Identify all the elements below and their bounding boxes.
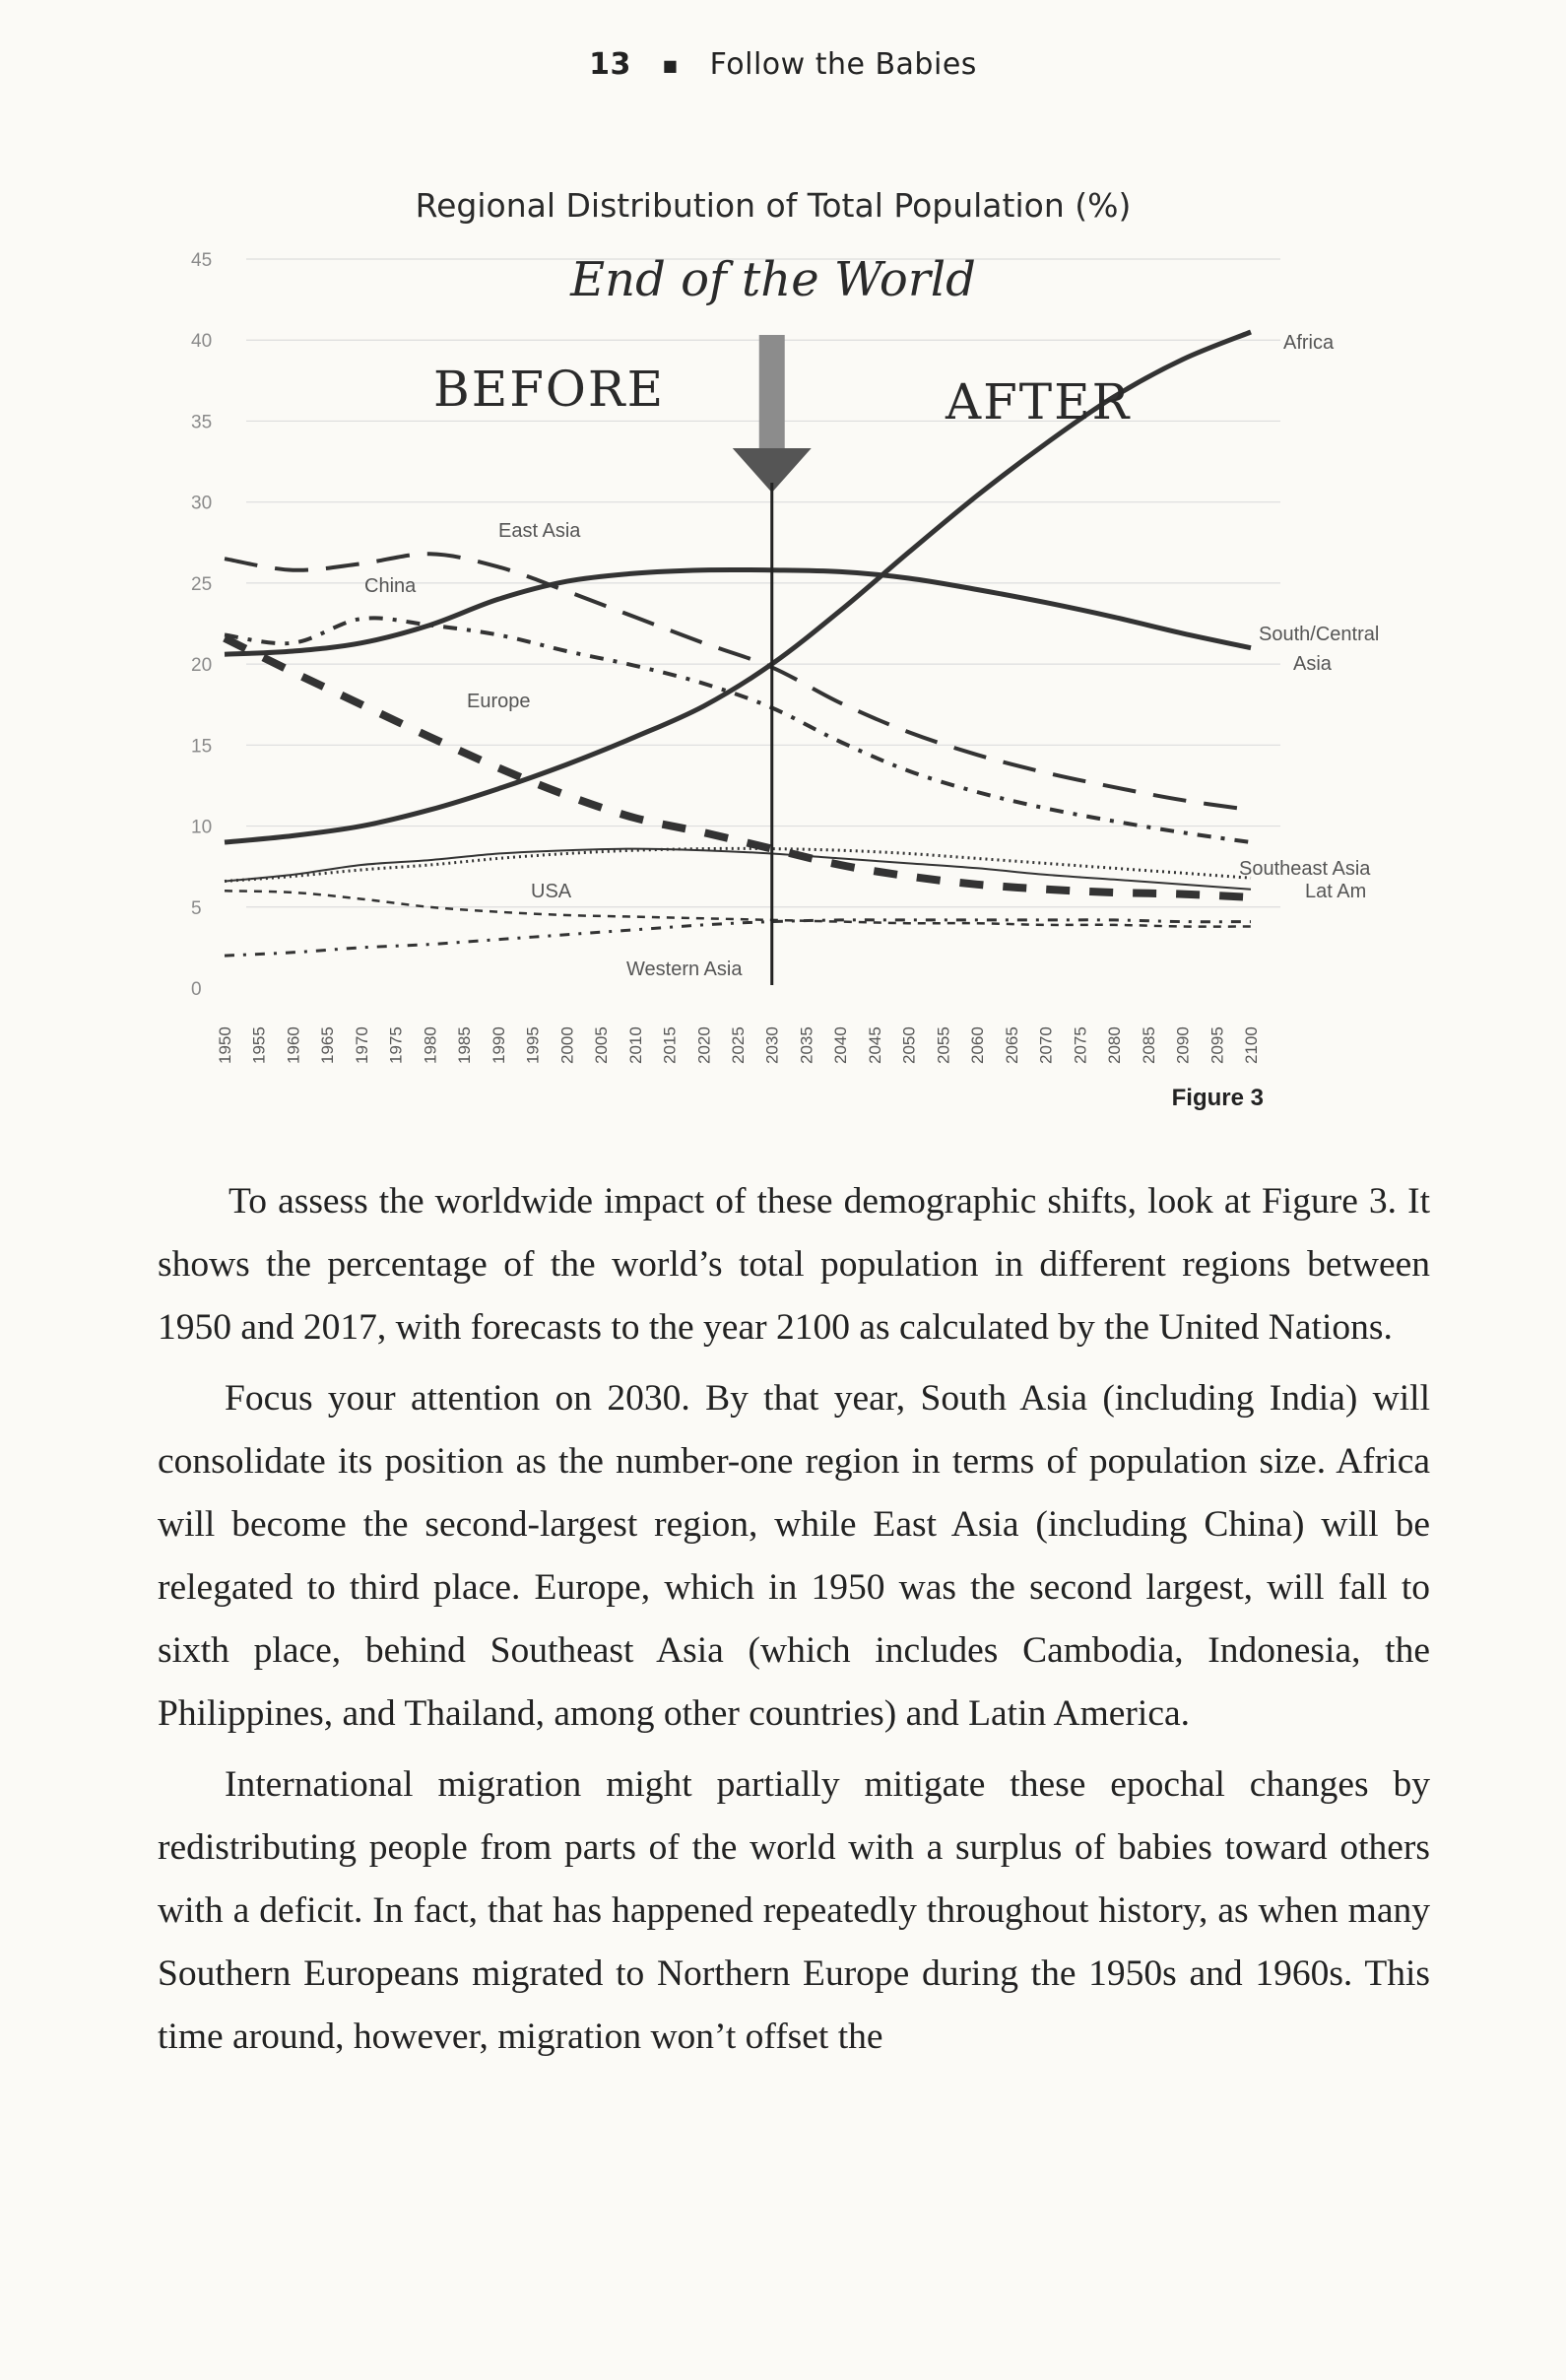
series-label-southeast-asia: Southeast Asia bbox=[1239, 858, 1371, 880]
running-title: Follow the Babies bbox=[709, 47, 977, 82]
arrow-shaft bbox=[759, 335, 785, 448]
x-tick-label: 2040 bbox=[831, 1026, 851, 1064]
chart-title: Regional Distribution of Total Population (%) bbox=[415, 186, 1132, 225]
x-tick-label: 2090 bbox=[1173, 1026, 1193, 1064]
series-label-china: China bbox=[364, 575, 417, 597]
x-axis-ticks bbox=[216, 1026, 1261, 1064]
x-tick-label: 2085 bbox=[1139, 1026, 1158, 1064]
y-axis-ticks bbox=[191, 250, 212, 1000]
figure-3-chart bbox=[0, 0, 1566, 1143]
y-tick-label: 5 bbox=[191, 897, 202, 919]
x-tick-label: 1965 bbox=[318, 1026, 338, 1064]
y-tick-label: 15 bbox=[191, 736, 213, 758]
x-tick-label: 1975 bbox=[386, 1026, 406, 1064]
handwritten-title: End of the World bbox=[570, 252, 976, 307]
series-line-usa bbox=[225, 891, 1251, 926]
x-tick-label: 2000 bbox=[557, 1026, 577, 1064]
series-label-western-asia: Western Asia bbox=[626, 959, 743, 980]
after-label: AFTER bbox=[946, 373, 1132, 430]
series-label-south-central-asia: South/Central Asia bbox=[1259, 624, 1380, 675]
y-tick-label: 45 bbox=[191, 250, 213, 271]
x-tick-label: 1995 bbox=[523, 1026, 543, 1064]
x-tick-label: 1990 bbox=[489, 1026, 508, 1064]
x-tick-label: 2030 bbox=[762, 1026, 782, 1064]
y-tick-label: 0 bbox=[191, 979, 202, 1000]
x-tick-label: 2020 bbox=[694, 1026, 714, 1064]
before-label: BEFORE bbox=[433, 361, 666, 418]
y-tick-label: 20 bbox=[191, 655, 213, 677]
x-tick-label: 2060 bbox=[968, 1026, 988, 1064]
x-tick-label: 2065 bbox=[1002, 1026, 1021, 1064]
series-label-east-asia: East Asia bbox=[498, 520, 581, 542]
series-line-europe bbox=[225, 638, 1251, 897]
x-tick-label: 2050 bbox=[899, 1026, 919, 1064]
series-label-africa: Africa bbox=[1283, 332, 1335, 354]
series-label-europe: Europe bbox=[467, 691, 531, 712]
paragraph-2: Focus your attention on 2030. By that year, South Asia (including India) will consolidate its position as the number-one region in terms of population size. Africa will become the second-largest region, while East Asia (including China) will be relegated to third place. Europe, which in 1950 was the second largest, will fall to sixth place, behind Southeast Asia (which includes Cambodia, Indonesia, the Philippines, and Thailand, among other countries) and Latin America. bbox=[158, 1378, 1430, 1734]
y-tick-label: 35 bbox=[191, 412, 213, 433]
y-tick-label: 25 bbox=[191, 573, 213, 595]
x-tick-label: 2025 bbox=[729, 1026, 748, 1064]
x-tick-label: 2070 bbox=[1036, 1026, 1056, 1064]
x-tick-label: 2100 bbox=[1242, 1026, 1261, 1064]
series-line-china bbox=[225, 618, 1251, 842]
y-tick-label: 30 bbox=[191, 493, 213, 514]
x-tick-label: 2015 bbox=[660, 1026, 680, 1064]
paragraph-1: To assess the worldwide impact of these demographic shifts, look at Figure 3. It shows the percentage of the world’s total population in different regions between 1950 and 2017, with forecasts to the year 2100 as calculated by the United Nations. bbox=[158, 1181, 1430, 1348]
figure-caption: Figure 3 bbox=[1171, 1085, 1264, 1111]
series-line-southeast-asia bbox=[225, 848, 1251, 881]
x-tick-label: 1970 bbox=[352, 1026, 371, 1064]
x-tick-label: 2010 bbox=[625, 1026, 645, 1064]
paragraph-3: International migration might partially mitigate these epochal changes by redistributing people from parts of the world with a surplus of babies toward others with a deficit. In fact, that has happened repeatedly throughout history, as when many Southern Europeans migrated to Northern Europe during the 1950s and 1960s. This time around, however, migration won’t offset the bbox=[158, 1764, 1430, 2057]
y-tick-label: 10 bbox=[191, 817, 213, 838]
x-tick-label: 1985 bbox=[455, 1026, 475, 1064]
series-labels bbox=[364, 332, 1379, 980]
x-tick-label: 2035 bbox=[797, 1026, 816, 1064]
separator-glyph: ■ bbox=[662, 56, 679, 75]
x-tick-label: 2045 bbox=[865, 1026, 884, 1064]
x-tick-label: 1980 bbox=[421, 1026, 440, 1064]
x-tick-label: 2005 bbox=[592, 1026, 612, 1064]
y-tick-label: 40 bbox=[191, 331, 213, 353]
series-label-usa: USA bbox=[531, 881, 572, 902]
body-text bbox=[158, 1170, 1430, 2069]
series-label-lat-am: Lat Am bbox=[1305, 881, 1367, 902]
x-tick-label: 1960 bbox=[284, 1026, 303, 1064]
divider-2030 bbox=[733, 335, 812, 985]
x-tick-label: 1955 bbox=[249, 1026, 269, 1064]
x-tick-label: 2075 bbox=[1071, 1026, 1090, 1064]
x-tick-label: 1950 bbox=[216, 1026, 234, 1064]
x-tick-label: 2095 bbox=[1207, 1026, 1227, 1064]
page-number: 13 bbox=[589, 47, 631, 82]
x-tick-label: 2055 bbox=[934, 1026, 953, 1064]
x-tick-label: 2080 bbox=[1105, 1026, 1125, 1064]
